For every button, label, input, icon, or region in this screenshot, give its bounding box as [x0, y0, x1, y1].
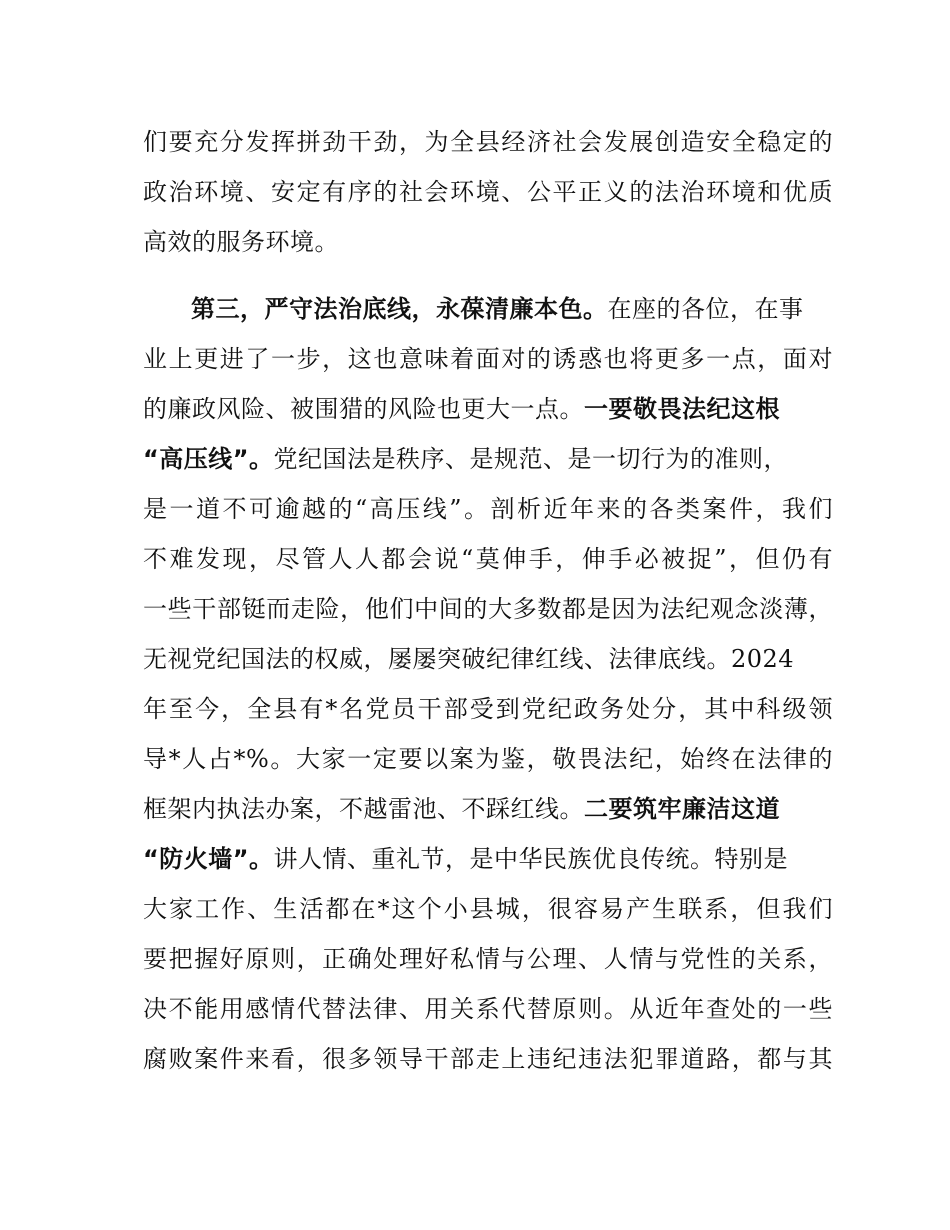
bold-point: 一要敬畏法纪这根 — [584, 395, 780, 423]
text-line: 年至今，全县有*名党员干部受到党纪政务处分，其中科级领 — [143, 695, 833, 723]
text-line — [143, 439, 833, 479]
text-line: 无视党纪国法的权威，屡屡突破纪律红线、法律底线。2024 — [143, 645, 795, 673]
text-line: 大家工作、生活都在*这个小县城，很容易产生联系，但我们 — [143, 895, 833, 923]
text-line: 要把握好原则，正确处理好私情与公理、人情与党性的关系， — [143, 945, 833, 973]
text-line: 高效的服务环境。 — [143, 228, 339, 256]
text-line: 是一道不可逾越的“高压线”。剖析近年来的各类案件，我们 — [143, 495, 833, 523]
text-line — [191, 289, 833, 329]
text-line — [143, 389, 833, 429]
text-line — [143, 789, 833, 829]
text-line: 业上更进了一步，这也意味着面对的诱惑也将更多一点，面对 — [143, 345, 833, 373]
text-run: 在座的各位，在事 — [607, 295, 804, 323]
bold-point: 二要筑牢廉洁这道 — [584, 795, 780, 823]
bold-point: “高压线”。 — [143, 445, 274, 473]
bold-heading: 第三，严守法治底线，永葆清廉本色。 — [191, 295, 608, 323]
text-run: 的廉政风险、被围猎的风险也更大一点。 — [143, 395, 584, 423]
text-line: 们要充分发挥拼劲干劲，为全县经济社会发展创造安全稳定的 — [143, 128, 833, 156]
text-run: 框架内执法办案，不越雷池、不踩红线。 — [143, 795, 584, 823]
text-line: 导*人占*%。大家一定要以案为鉴，敬畏法纪，始终在法律的 — [143, 745, 833, 773]
text-run: 讲人情、重礼节，是中华民族优良传统。特别是 — [273, 845, 789, 873]
text-line: 一些干部铤而走险，他们中间的大多数都是因为法纪观念淡薄， — [143, 595, 833, 623]
text-line: 腐败案件来看，很多领导干部走上违纪违法犯罪道路，都与其 — [143, 1045, 833, 1073]
text-line — [143, 839, 833, 879]
text-run: 党纪国法是秩序、是规范、是一切行为的准则， — [273, 445, 789, 473]
text-line: 政治环境、安定有序的社会环境、公平正义的法治环境和优质 — [143, 178, 833, 206]
text-line: 决不能用感情代替法律、用关系代替原则。从近年查处的一些 — [143, 995, 833, 1023]
text-line: 不难发现，尽管人人都会说“莫伸手，伸手必被捉”，但仍有 — [143, 545, 833, 573]
bold-point: “防火墙”。 — [143, 845, 274, 873]
